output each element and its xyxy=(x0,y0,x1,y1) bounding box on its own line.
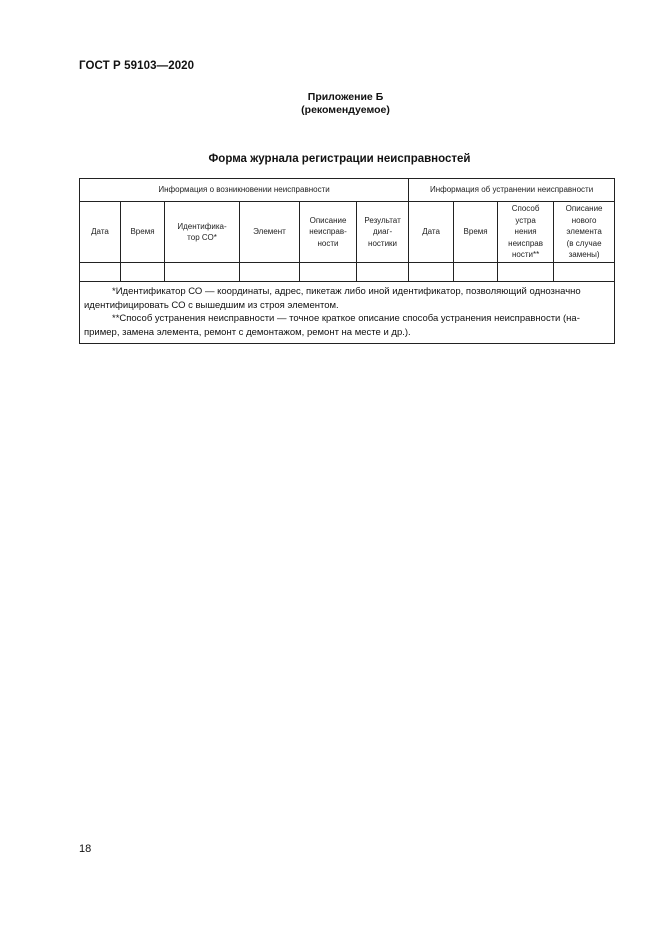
cell-new-element xyxy=(554,263,615,282)
cell-time xyxy=(121,263,165,282)
note-identifier: *Идентификатор СО — координаты, адрес, пикетаж либо иной идентификатор, позволяющий однозначно идентифицировать СО с вышедшим из строя элементом. xyxy=(84,286,581,311)
standard-designation: ГОСТ Р 59103—2020 xyxy=(79,60,195,72)
col-header-fix-method: Способ устра нения неисправ ности** xyxy=(498,202,554,263)
empty-entry-row xyxy=(80,263,615,282)
notes-row xyxy=(80,282,615,344)
col-header-co-identifier: Идентифика- тор СО* xyxy=(165,202,240,263)
cell-diagnostic-result xyxy=(357,263,409,282)
group-header-row xyxy=(80,179,615,202)
group-resolution-header: Информация об устранении неисправности xyxy=(409,179,615,202)
cell-date xyxy=(80,263,121,282)
col-header-diagnostic-result: Результат диаг- ностики xyxy=(357,202,409,263)
cell-co-identifier xyxy=(165,263,240,282)
col-header-date: Дата xyxy=(80,202,121,263)
appendix-status: (рекомендуемое) xyxy=(301,104,390,116)
form-title: Форма журнала регистрации неисправностей xyxy=(208,153,471,165)
fault-log-table xyxy=(79,178,615,344)
note-fix-method: **Способ устранения неисправности — точное краткое описание способа устранения неисправности (например, замена элемента, ремонт с демонтажом, ремонт на месте и др.). xyxy=(84,313,580,338)
col-header-new-element: Описание нового элемента (в случае замены) xyxy=(554,202,615,263)
column-header-row xyxy=(80,202,615,263)
col-header-time: Время xyxy=(121,202,165,263)
col-header-element: Элемент xyxy=(240,202,300,263)
col-header-fix-time: Время xyxy=(454,202,498,263)
cell-fix-date xyxy=(409,263,454,282)
cell-fix-time xyxy=(454,263,498,282)
cell-element xyxy=(240,263,300,282)
col-header-fix-date: Дата xyxy=(409,202,454,263)
cell-fault-description xyxy=(300,263,357,282)
col-header-fault-description: Описание неисправ- ности xyxy=(300,202,357,263)
group-occurrence-header: Информация о возникновении неисправности xyxy=(80,179,409,202)
cell-fix-method xyxy=(498,263,554,282)
appendix-label: Приложение Б xyxy=(307,91,384,103)
page-number: 18 xyxy=(79,843,92,855)
table-notes xyxy=(80,282,615,344)
